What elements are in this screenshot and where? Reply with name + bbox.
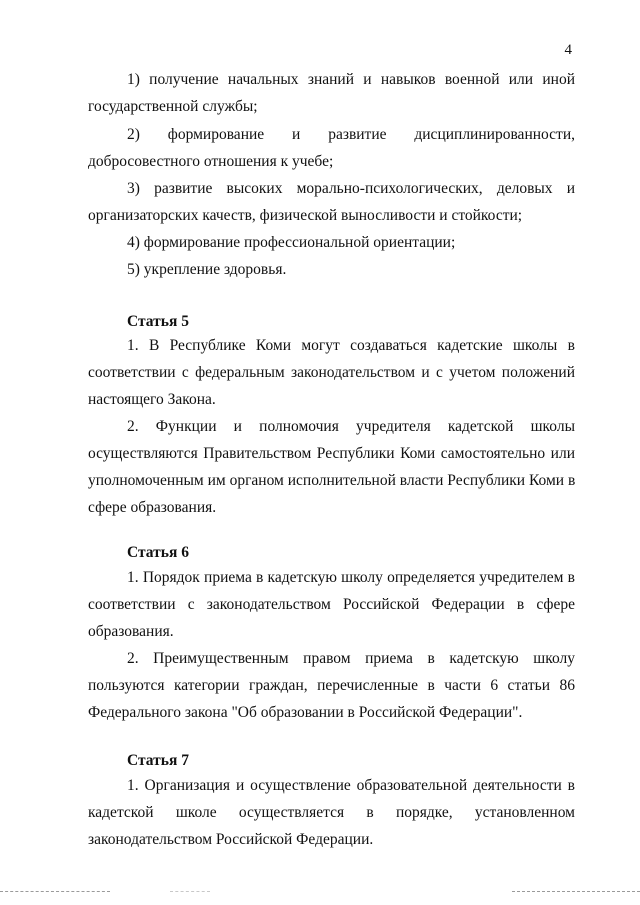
article-5-line-2: соответствии с федеральным законодательством и с учетом положений	[88, 364, 575, 381]
article-5-heading: Статья 5	[127, 313, 189, 330]
article-5-line-3: настоящего Закона.	[88, 391, 216, 408]
list-item-2-line-2: добросовестного отношения к учебе;	[88, 153, 334, 170]
scan-edge-mark-left	[0, 891, 110, 892]
article-6-heading: Статья 6	[127, 544, 189, 561]
page-number: 4	[564, 42, 572, 58]
article-6-line-2: соответствии с законодательством Российской Федерации в сфере	[88, 596, 575, 613]
article-5-line-6: уполномоченным им органом исполнительной власти Республики Коми в	[88, 472, 576, 489]
list-item-2-line-1: 2) формирование и развитие дисциплинированности,	[127, 126, 575, 143]
list-item-5: 5) укрепление здоровья.	[127, 261, 287, 278]
scan-edge-mark-center	[170, 891, 210, 892]
article-6-line-3: образования.	[88, 623, 174, 640]
article-6-line-4: 2. Преимущественным правом приема в кадетскую школу	[127, 650, 575, 667]
list-item-1-line-2: государственной службы;	[88, 98, 258, 115]
list-item-4: 4) формирование профессиональной ориентации;	[127, 234, 456, 251]
article-5-line-4: 2. Функции и полномочия учредителя кадетской школы	[127, 418, 575, 435]
article-7-line-2: кадетской школе осуществляется в порядке, установленном	[88, 804, 575, 821]
article-5-line-5: осуществляются Правительством Республики Коми самостоятельно или	[88, 445, 575, 462]
article-7-heading: Статья 7	[127, 752, 189, 769]
article-5-line-7: сфере образования.	[88, 499, 217, 516]
list-item-3-line-2: организаторских качеств, физической выносливости и стойкости;	[88, 207, 523, 224]
article-6-line-1: 1. Порядок приема в кадетскую школу определяется учредителем в	[127, 569, 575, 586]
list-item-1-line-1: 1) получение начальных знаний и навыков военной или иной	[127, 71, 575, 88]
scan-edge-mark-right	[512, 891, 640, 892]
article-7-line-3: законодательством Российской Федерации.	[88, 831, 374, 848]
article-6-line-5: пользуются категории граждан, перечисленные в части 6 статьи 86	[88, 677, 575, 694]
article-6-line-6: Федерального закона "Об образовании в Российской Федерации".	[88, 704, 523, 721]
list-item-3-line-1: 3) развитие высоких морально-психологических, деловых и	[127, 180, 575, 197]
article-7-line-1: 1. Организация и осуществление образовательной деятельности в	[127, 777, 575, 794]
article-5-line-1: 1. В Республике Коми могут создаваться кадетские школы в	[127, 337, 575, 354]
